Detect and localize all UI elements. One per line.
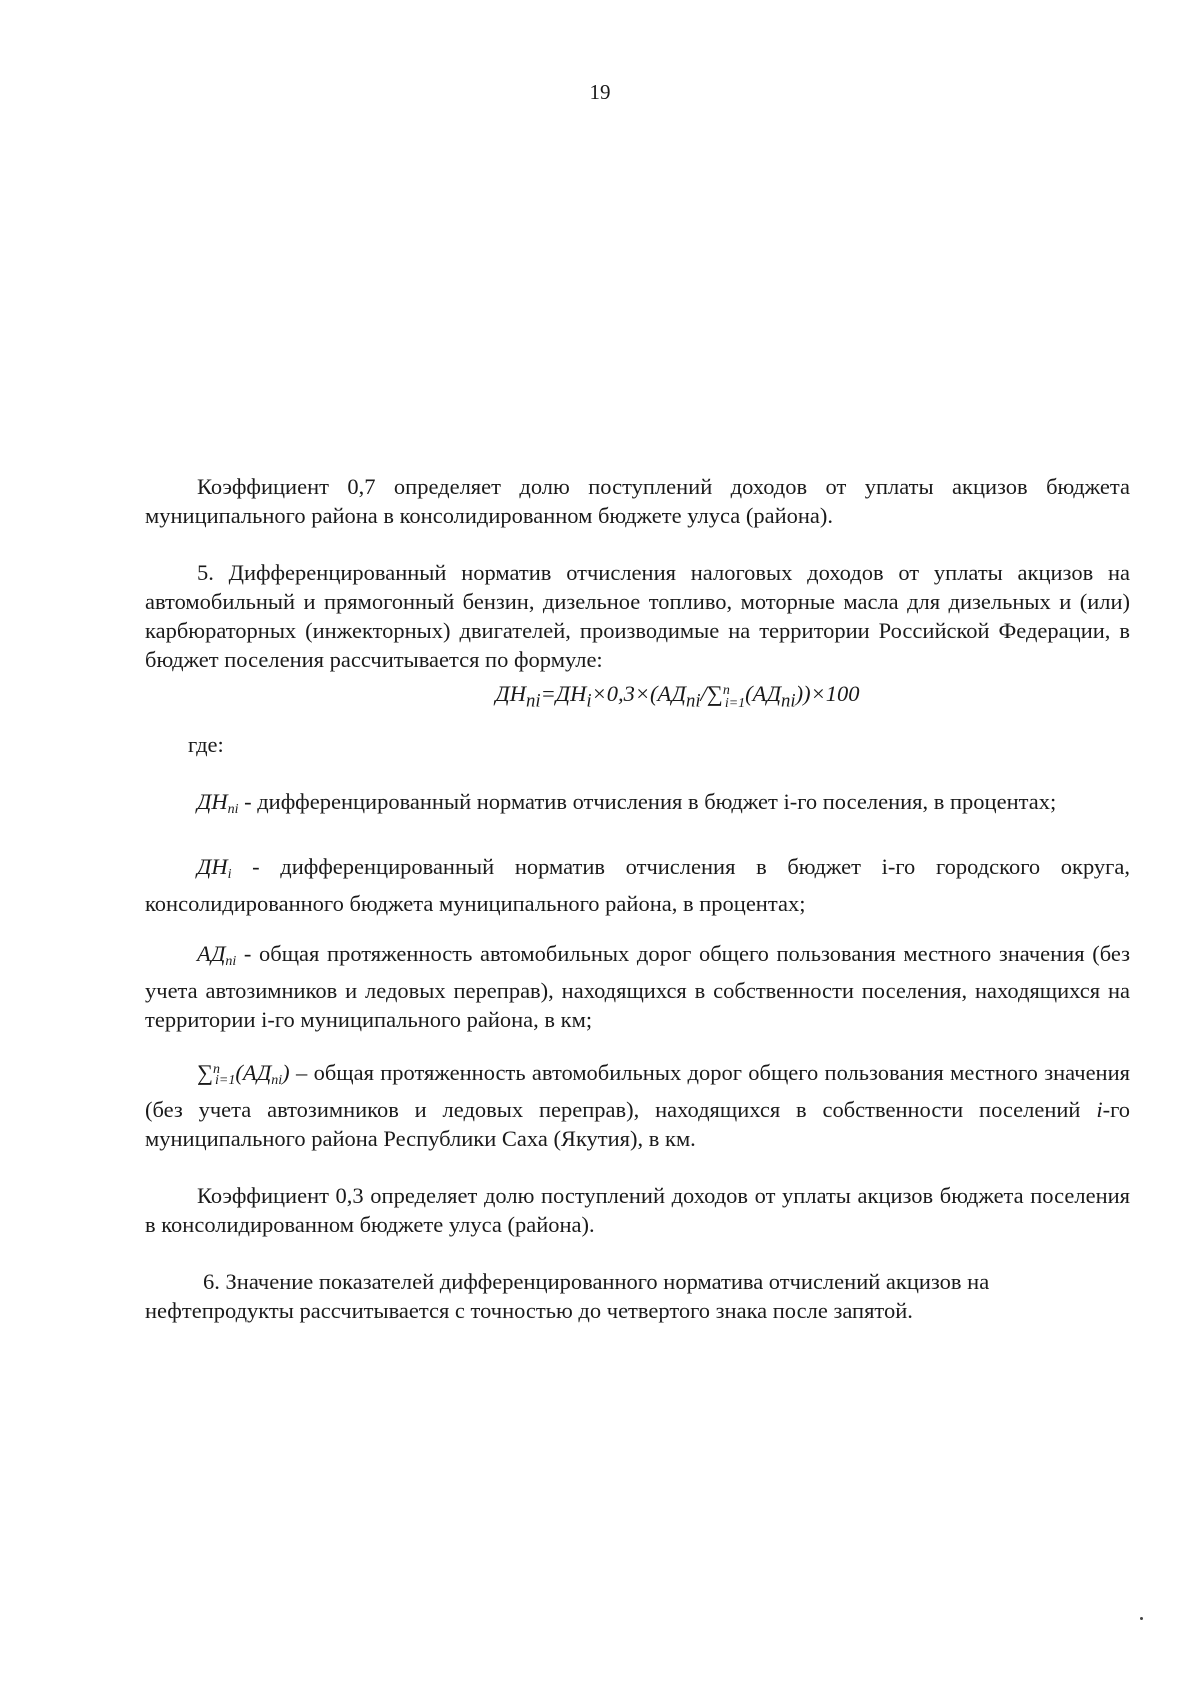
paragraph-item-6: 6. Значение показателей дифференцированного норматива отчислений акцизов на нефтепродукты рассчитывается с точностью до четвертого знака после запятой. bbox=[145, 1268, 990, 1323]
paragraph-item-5: 5. Дифференцированный норматив отчисления налоговых доходов от уплаты акцизов на автомобильный и прямогонный бензин, дизельное топливо, моторные масла для дизельных и (или) карбюраторных (инжекторных) двигателей, производимые на территории Российской Федерации, в бюджет поселения рассчитывается по формуле: bbox=[145, 560, 1130, 672]
document-body bbox=[145, 472, 1130, 1325]
definition-sum-ad-ni: $\sum^n_{i=1}(АД_{ni})$ – общая протяженность автомобильных дорог общего пользования местного значения (без учета автозимников и ледовых переправ), находящихся в собственности поселений i-го муниципального района Республики Саха (Якутия), в км. bbox=[145, 1059, 1130, 1151]
scan-speck bbox=[1140, 1617, 1143, 1620]
formula-lhs: ДН bbox=[495, 681, 526, 706]
paragraph-coefficient-07: Коэффициент 0,7 определяет долю поступлений доходов от уплаты акцизов бюджета муниципального района в консолидированном бюджете улуса (района). bbox=[145, 474, 1130, 528]
definition-ad-ni: $АД_{ni}$ - общая протяженность автомобильных дорог общего пользования местного значения (без учета автозимников и ледовых переправ), находящихся в собственности поселения, находящихся на территории i-го муниципального района, в км; bbox=[145, 940, 1130, 1032]
where-label: где: bbox=[188, 731, 224, 757]
definition-dn-ni: $ДН_{ni}$ - дифференцированный норматив отчисления в бюджет i-го поселения, в процентах; bbox=[197, 788, 1057, 817]
paragraph-coefficient-03: Коэффициент 0,3 определяет долю поступлений доходов от уплаты акцизов бюджета поселения в консолидированном бюджете улуса (района). bbox=[145, 1182, 1130, 1237]
formula: $ДН_{ni}=ДН_i\times 0,3\times(АД_{ni}/\sum^n_{i=1}(АД_{ni}))\times 100$ bbox=[495, 681, 860, 712]
page-number: 19 bbox=[589, 80, 611, 104]
definition-dn-i: $ДН_i$ - дифференцированный норматив отчисления в бюджет i-го городского округа, консолидированного бюджета муниципального района, в процентах; bbox=[145, 853, 1130, 916]
